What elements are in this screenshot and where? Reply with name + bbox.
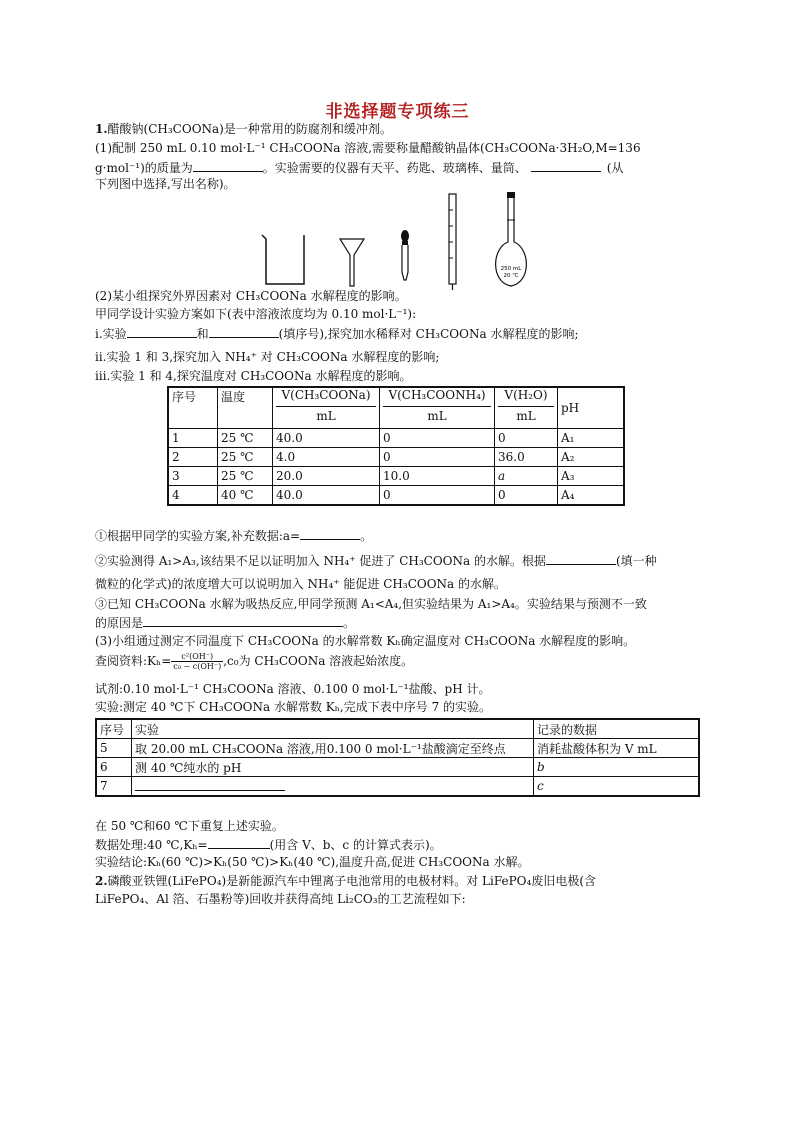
header-cell: V(H₂O) mL xyxy=(495,387,558,429)
q1-p1-text: g·mol⁻¹)的质量为 xyxy=(95,161,193,175)
q1-c2-line-b: 微粒的化学式)的浓度增大可以说明加入 NH₄⁺ 能促进 CH₃COONa 的水解。 xyxy=(95,577,507,591)
q1-reagent: 试剂:0.10 mol·L⁻¹ CH₃COONa 溶液、0.100 0 mol·L⁻¹盐酸、pH 计。 xyxy=(95,682,491,696)
header-cell: V(CH₃COONa) mL xyxy=(273,387,380,429)
q1-p1-line-a: (1)配制 250 mL 0.10 mol·L⁻¹ CH₃COONa 溶液,需要称量醋酸钠晶体(CH₃COONa·3H₂O,M=136 xyxy=(95,141,641,155)
q2-line-b: LiFePO₄、Al 箔、石墨粉等)回收并获得高纯 Li₂CO₃的工艺流程如下: xyxy=(95,892,466,906)
pipette-icon xyxy=(449,194,456,290)
q1-data-processing: 数据处理:40 ℃,Kₕ= (用含 V、b、c 的计算式表示)。 xyxy=(95,838,442,852)
q1-reference: 查阅资料:Kₕ= $\frac{\text{c²(OH⁻)}}{\text{c₀ − c(OH⁻)}}$ ,c₀为 CH₃COONa 溶液起始浓度。 xyxy=(95,652,414,671)
q1-c1: ①根据甲同学的实验方案,补充数据:a= 。 xyxy=(95,529,373,543)
kh-formula: $\frac{\text{c²(OH⁻)}}{\text{c₀ − c(OH⁻)}}$ xyxy=(173,652,222,671)
instrument-answer-blank[interactable] xyxy=(531,159,601,172)
exp-number-blank-2[interactable] xyxy=(209,325,279,338)
q1-p1-line-b xyxy=(95,159,623,176)
table-row: 2 25 ℃ 4.0 0 36.0 A₂ xyxy=(168,448,624,467)
q1-item-ii: ⅱ.实验 1 和 3,探究加入 NH₄⁺ 对 CH₃COONa 水解程度的影响; xyxy=(95,350,440,364)
apparatus-figure xyxy=(260,192,550,292)
dropper-icon xyxy=(401,230,409,280)
funnel-icon xyxy=(340,239,364,286)
volumetric-flask-icon xyxy=(496,192,527,286)
header-cell: V(CH₃COONH₄) mL xyxy=(380,387,495,429)
beaker-icon xyxy=(262,235,304,284)
kh-expression-blank[interactable] xyxy=(208,836,270,849)
q1-c2-line-a: ②实验测得 A₁>A₃,该结果不足以证明加入 NH₄⁺ 促进了 CH₃COONa 的水解。根据 (填一种 xyxy=(95,554,657,568)
table-row: 3 25 ℃ 20.0 10.0 a A₃ xyxy=(168,467,624,486)
table-row: 1 25 ℃ 40.0 0 0 A₁ xyxy=(168,429,624,448)
q1-number: 1. xyxy=(95,122,108,136)
q1-item-iii: ⅲ.实验 1 和 4,探究温度对 CH₃COONa 水解程度的影响。 xyxy=(95,369,412,383)
table-row: 4 40 ℃ 40.0 0 0 A₄ xyxy=(168,486,624,506)
q1-p2-line-a: (2)某小组探究外界因素对 CH₃COONa 水解程度的影响。 xyxy=(95,289,407,303)
q1-p1-line-c: 下列图中选择,写出名称)。 xyxy=(95,177,236,191)
q1-item-i: ⅰ.实验 和 (填序号),探究加水稀释对 CH₃COONa 水解程度的影响; xyxy=(95,327,579,341)
q1-c3-line-a: ③已知 CH₃COONa 水解为吸热反应,甲同学预测 A₁<A₄,但实验结果为 A₁>A₄。实验结果与预测不一致 xyxy=(95,597,647,611)
table-row: 7 c xyxy=(96,777,699,797)
header-cell: pH xyxy=(558,387,625,429)
svg-text:20 ℃: 20 ℃ xyxy=(503,273,519,279)
table-header-row: 序号 实验 记录的数据 xyxy=(96,719,699,739)
a-value-blank[interactable] xyxy=(300,527,360,540)
table-row: 5 取 20.00 mL CH₃COONa 溶液,用0.100 0 mol·L⁻¹盐酸滴定至终点 消耗盐酸体积为 V mL xyxy=(96,739,699,758)
q1-intro-line xyxy=(95,121,392,137)
q2-number: 2. xyxy=(95,874,108,888)
q2-line-a: 2.磷酸亚铁锂(LiFePO₄)是新能源汽车中锂离子电池常用的电极材料。对 LiFePO₄废旧电极(含 xyxy=(95,874,596,888)
experiment-table-2 xyxy=(95,718,700,797)
q1-p3: (3)小组通过测定不同温度下 CH₃COONa 的水解常数 Kₕ确定温度对 CH₃COONa 水解程度的影响。 xyxy=(95,634,636,648)
q1-p1-instruments-text: 。实验需要的仪器有天平、药匙、玻璃棒、量筒、 xyxy=(262,161,527,175)
q1-c3-line-b: 的原因是 。 xyxy=(95,616,356,630)
experiment-7-blank[interactable] xyxy=(135,778,285,791)
table-header-row xyxy=(168,387,624,429)
experiment-table-1 xyxy=(167,386,625,506)
q1-intro: 醋酸钠(CH₃COONa)是一种常用的防腐剂和缓冲剂。 xyxy=(107,122,392,136)
q1-p1-paren: (从 xyxy=(606,161,624,175)
q1-repeat: 在 50 ℃和60 ℃下重复上述实验。 xyxy=(95,819,284,833)
flask-label: 250 mL xyxy=(500,266,522,272)
header-cell: 温度 xyxy=(218,387,273,429)
particle-formula-blank[interactable] xyxy=(546,552,616,565)
table-row: 6 测 40 ℃纯水的 pH b xyxy=(96,758,699,777)
header-cell: 序号 xyxy=(168,387,218,429)
q1-conclusion: 实验结论:Kₕ(60 ℃)>Kₕ(50 ℃)>Kₕ(40 ℃),温度升高,促进 CH₃COONa 水解。 xyxy=(95,855,530,869)
exp-number-blank-1[interactable] xyxy=(127,325,197,338)
page-title: 非选择题专项练三 xyxy=(325,102,470,122)
reason-blank[interactable] xyxy=(143,614,343,627)
mass-answer-blank[interactable] xyxy=(193,159,263,172)
q1-exp: 实验:测定 40 ℃下 CH₃COONa 水解常数 Kₕ,完成下表中序号 7 的实验。 xyxy=(95,700,492,714)
q1-p2-line-b: 甲同学设计实验方案如下(表中溶液浓度均为 0.10 mol·L⁻¹): xyxy=(95,307,417,321)
